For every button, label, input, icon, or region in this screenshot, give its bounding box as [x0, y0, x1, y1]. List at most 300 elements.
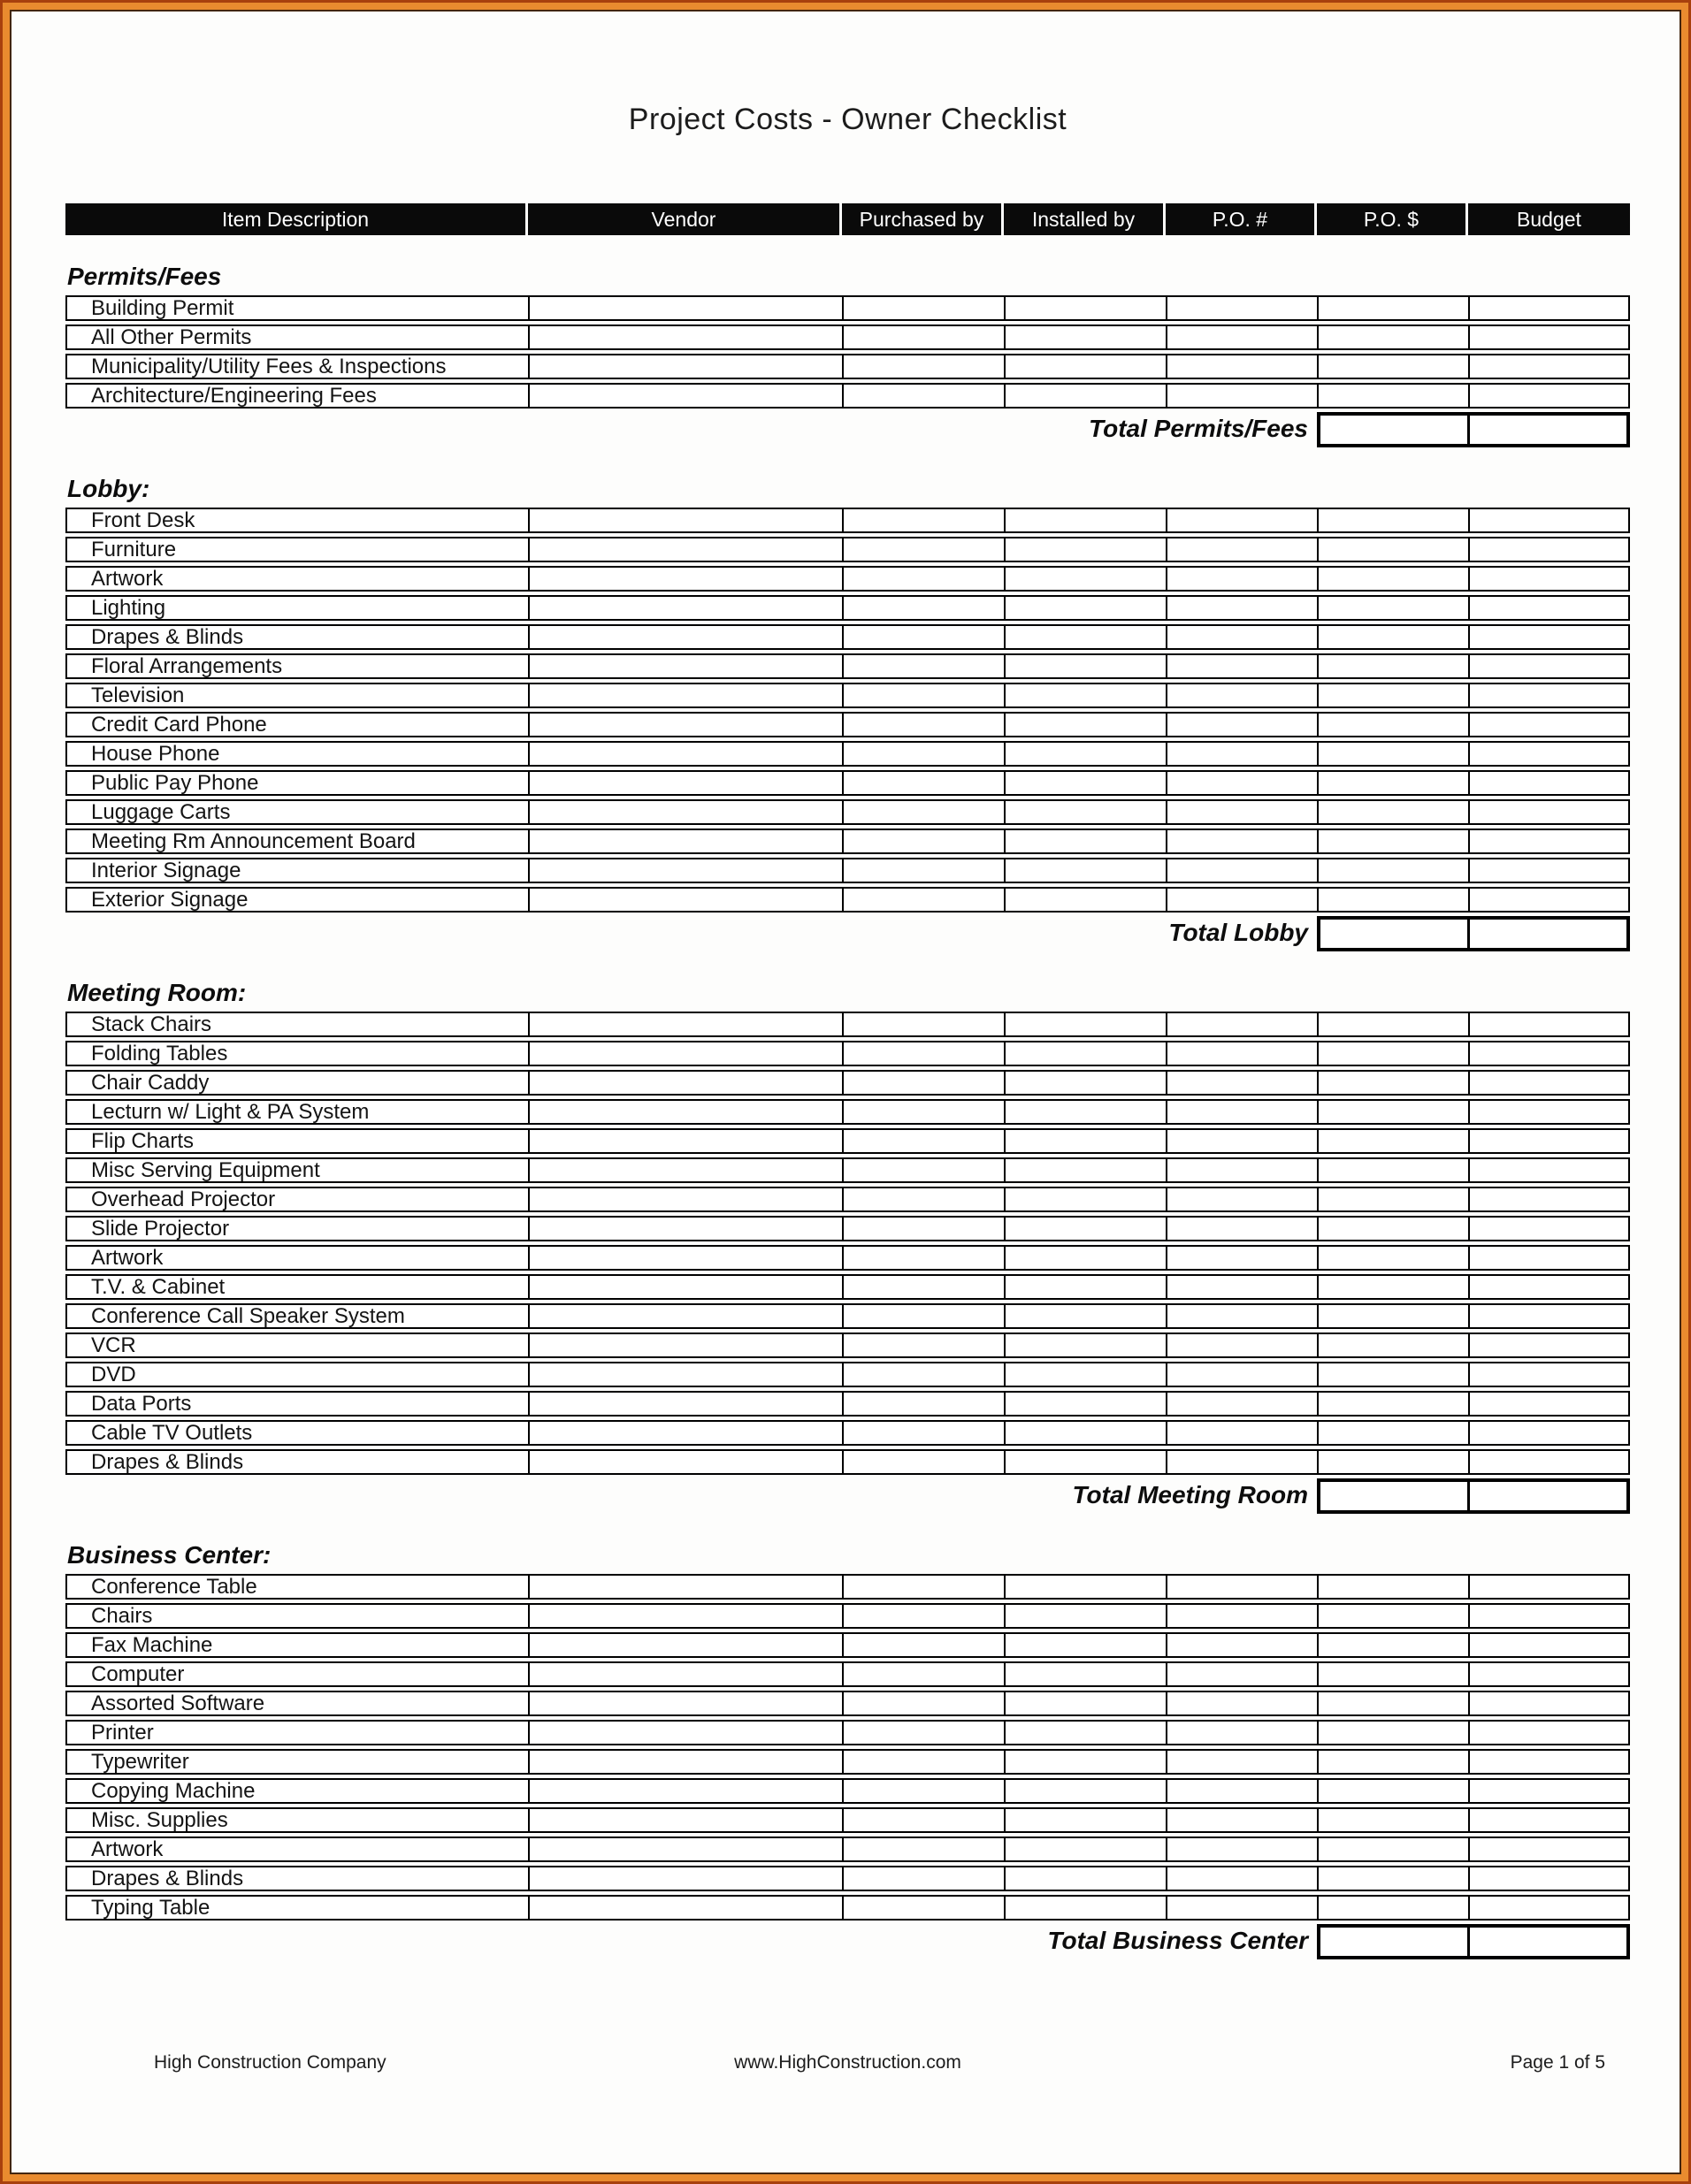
- po-number-cell[interactable]: [1166, 1188, 1317, 1210]
- po-amount-cell[interactable]: [1317, 1634, 1468, 1656]
- budget-cell[interactable]: [1468, 1780, 1628, 1802]
- installed-by-cell[interactable]: [1004, 1692, 1166, 1714]
- po-amount-cell[interactable]: [1317, 355, 1468, 378]
- total-budget-cell[interactable]: [1467, 416, 1626, 444]
- po-number-cell[interactable]: [1166, 538, 1317, 561]
- vendor-cell[interactable]: [528, 1393, 842, 1415]
- installed-by-cell[interactable]: [1004, 743, 1166, 765]
- budget-cell[interactable]: [1468, 684, 1628, 706]
- po-number-cell[interactable]: [1166, 1101, 1317, 1123]
- po-number-cell[interactable]: [1166, 889, 1317, 911]
- total-budget-cell[interactable]: [1467, 1928, 1626, 1956]
- vendor-cell[interactable]: [528, 568, 842, 590]
- installed-by-cell[interactable]: [1004, 1305, 1166, 1327]
- installed-by-cell[interactable]: [1004, 509, 1166, 531]
- installed-by-cell[interactable]: [1004, 297, 1166, 319]
- po-number-cell[interactable]: [1166, 1130, 1317, 1152]
- section-total-row: [65, 412, 1630, 447]
- installed-by-cell[interactable]: [1004, 1334, 1166, 1356]
- po-number-cell[interactable]: [1166, 626, 1317, 648]
- vendor-cell[interactable]: [528, 684, 842, 706]
- po-number-cell[interactable]: [1166, 385, 1317, 407]
- item-description-cell: Stack Chairs: [91, 1012, 212, 1036]
- po-number-cell[interactable]: [1166, 1042, 1317, 1065]
- po-amount-cell[interactable]: [1317, 889, 1468, 911]
- budget-cell[interactable]: [1468, 597, 1628, 619]
- po-amount-cell[interactable]: [1317, 1305, 1468, 1327]
- vendor-cell[interactable]: [528, 297, 842, 319]
- installed-by-cell[interactable]: [1004, 801, 1166, 823]
- po-amount-cell[interactable]: [1317, 684, 1468, 706]
- po-number-cell[interactable]: [1166, 772, 1317, 794]
- po-number-cell[interactable]: [1166, 1751, 1317, 1773]
- purchased-by-cell[interactable]: [842, 1072, 1004, 1094]
- installed-by-cell[interactable]: [1004, 355, 1166, 378]
- purchased-by-cell[interactable]: [842, 509, 1004, 531]
- po-number-cell[interactable]: [1166, 1780, 1317, 1802]
- vendor-cell[interactable]: [528, 655, 842, 677]
- po-amount-cell[interactable]: [1317, 597, 1468, 619]
- po-amount-cell[interactable]: [1317, 1692, 1468, 1714]
- budget-cell[interactable]: [1468, 1218, 1628, 1240]
- budget-cell[interactable]: [1468, 1838, 1628, 1860]
- vendor-cell[interactable]: [528, 1013, 842, 1035]
- po-number-cell[interactable]: [1166, 1663, 1317, 1685]
- po-amount-cell[interactable]: [1317, 1809, 1468, 1831]
- budget-cell[interactable]: [1468, 385, 1628, 407]
- purchased-by-cell[interactable]: [842, 1605, 1004, 1627]
- po-amount-cell[interactable]: [1317, 1393, 1468, 1415]
- budget-cell[interactable]: [1468, 859, 1628, 882]
- budget-cell[interactable]: [1468, 1867, 1628, 1890]
- budget-cell[interactable]: [1468, 1663, 1628, 1685]
- budget-cell[interactable]: [1468, 889, 1628, 911]
- purchased-by-cell[interactable]: [842, 1634, 1004, 1656]
- purchased-by-cell[interactable]: [842, 743, 1004, 765]
- installed-by-cell[interactable]: [1004, 1247, 1166, 1269]
- budget-cell[interactable]: [1468, 1692, 1628, 1714]
- installed-by-cell[interactable]: [1004, 597, 1166, 619]
- vendor-cell[interactable]: [528, 714, 842, 736]
- purchased-by-cell[interactable]: [842, 714, 1004, 736]
- item-description-cell: Conference Call Speaker System: [91, 1303, 405, 1328]
- budget-cell[interactable]: [1468, 1334, 1628, 1356]
- purchased-by-cell[interactable]: [842, 1188, 1004, 1210]
- budget-cell[interactable]: [1468, 1605, 1628, 1627]
- vendor-cell[interactable]: [528, 1722, 842, 1744]
- installed-by-cell[interactable]: [1004, 538, 1166, 561]
- po-amount-cell[interactable]: [1317, 1334, 1468, 1356]
- po-amount-cell[interactable]: [1317, 297, 1468, 319]
- vendor-cell[interactable]: [528, 1780, 842, 1802]
- vendor-cell[interactable]: [528, 1576, 842, 1598]
- installed-by-cell[interactable]: [1004, 889, 1166, 911]
- checklist-row: [65, 1449, 1630, 1475]
- installed-by-cell[interactable]: [1004, 1130, 1166, 1152]
- po-amount-cell[interactable]: [1317, 1722, 1468, 1744]
- budget-cell[interactable]: [1468, 1276, 1628, 1298]
- budget-cell[interactable]: [1468, 1393, 1628, 1415]
- vendor-cell[interactable]: [528, 1334, 842, 1356]
- vendor-cell[interactable]: [528, 1218, 842, 1240]
- checklist-row: [65, 1895, 1630, 1921]
- budget-cell[interactable]: [1468, 626, 1628, 648]
- vendor-cell[interactable]: [528, 830, 842, 852]
- po-amount-cell[interactable]: [1317, 1276, 1468, 1298]
- checklist-row: [65, 1574, 1630, 1600]
- purchased-by-cell[interactable]: [842, 1101, 1004, 1123]
- budget-cell[interactable]: [1468, 830, 1628, 852]
- purchased-by-cell[interactable]: [842, 772, 1004, 794]
- installed-by-cell[interactable]: [1004, 1013, 1166, 1035]
- purchased-by-cell[interactable]: [842, 1722, 1004, 1744]
- total-po-amount-cell[interactable]: [1320, 1482, 1467, 1510]
- budget-cell[interactable]: [1468, 1305, 1628, 1327]
- section-rows: [65, 295, 1630, 409]
- installed-by-cell[interactable]: [1004, 655, 1166, 677]
- vendor-cell[interactable]: [528, 355, 842, 378]
- vendor-cell[interactable]: [528, 1692, 842, 1714]
- budget-cell[interactable]: [1468, 1634, 1628, 1656]
- po-amount-cell[interactable]: [1317, 1780, 1468, 1802]
- po-amount-cell[interactable]: [1317, 1663, 1468, 1685]
- budget-cell[interactable]: [1468, 1247, 1628, 1269]
- budget-cell[interactable]: [1468, 1809, 1628, 1831]
- po-number-cell[interactable]: [1166, 1605, 1317, 1627]
- po-number-cell[interactable]: [1166, 1159, 1317, 1181]
- purchased-by-cell[interactable]: [842, 626, 1004, 648]
- purchased-by-cell[interactable]: [842, 1451, 1004, 1473]
- installed-by-cell[interactable]: [1004, 772, 1166, 794]
- budget-cell[interactable]: [1468, 1722, 1628, 1744]
- po-number-cell[interactable]: [1166, 1867, 1317, 1890]
- po-number-cell[interactable]: [1166, 714, 1317, 736]
- po-amount-cell[interactable]: [1317, 626, 1468, 648]
- po-number-cell[interactable]: [1166, 1247, 1317, 1269]
- po-number-cell[interactable]: [1166, 684, 1317, 706]
- vendor-cell[interactable]: [528, 538, 842, 561]
- section-rows: [65, 508, 1630, 913]
- budget-cell[interactable]: [1468, 1072, 1628, 1094]
- purchased-by-cell[interactable]: [842, 1159, 1004, 1181]
- purchased-by-cell[interactable]: [842, 1751, 1004, 1773]
- installed-by-cell[interactable]: [1004, 1780, 1166, 1802]
- po-number-cell[interactable]: [1166, 568, 1317, 590]
- po-amount-cell[interactable]: [1317, 714, 1468, 736]
- po-number-cell[interactable]: [1166, 1013, 1317, 1035]
- po-amount-cell[interactable]: [1317, 385, 1468, 407]
- vendor-cell[interactable]: [528, 1451, 842, 1473]
- budget-cell[interactable]: [1468, 772, 1628, 794]
- installed-by-cell[interactable]: [1004, 1751, 1166, 1773]
- vendor-cell[interactable]: [528, 801, 842, 823]
- header-item-description: Item Description: [65, 203, 525, 235]
- po-number-cell[interactable]: [1166, 1897, 1317, 1919]
- vendor-cell[interactable]: [528, 1276, 842, 1298]
- vendor-cell[interactable]: [528, 1663, 842, 1685]
- installed-by-cell[interactable]: [1004, 1042, 1166, 1065]
- po-number-cell[interactable]: [1166, 1692, 1317, 1714]
- po-amount-cell[interactable]: [1317, 655, 1468, 677]
- purchased-by-cell[interactable]: [842, 1867, 1004, 1890]
- purchased-by-cell[interactable]: [842, 1218, 1004, 1240]
- budget-cell[interactable]: [1468, 655, 1628, 677]
- installed-by-cell[interactable]: [1004, 1451, 1166, 1473]
- po-amount-cell[interactable]: [1317, 830, 1468, 852]
- installed-by-cell[interactable]: [1004, 1867, 1166, 1890]
- budget-cell[interactable]: [1468, 743, 1628, 765]
- footer-website: www.HighConstruction.com: [734, 2052, 961, 2073]
- po-amount-cell[interactable]: [1317, 1363, 1468, 1386]
- installed-by-cell[interactable]: [1004, 1838, 1166, 1860]
- item-description-cell: Municipality/Utility Fees & Inspections: [91, 354, 447, 378]
- budget-cell[interactable]: [1468, 1013, 1628, 1035]
- po-amount-cell[interactable]: [1317, 1159, 1468, 1181]
- po-number-cell[interactable]: [1166, 326, 1317, 348]
- vendor-cell[interactable]: [528, 1809, 842, 1831]
- installed-by-cell[interactable]: [1004, 684, 1166, 706]
- purchased-by-cell[interactable]: [842, 655, 1004, 677]
- installed-by-cell[interactable]: [1004, 1605, 1166, 1627]
- vendor-cell[interactable]: [528, 1867, 842, 1890]
- sections-container: [65, 262, 1630, 1959]
- budget-cell[interactable]: [1468, 1042, 1628, 1065]
- purchased-by-cell[interactable]: [842, 1422, 1004, 1444]
- vendor-cell[interactable]: [528, 1634, 842, 1656]
- po-number-cell[interactable]: [1166, 1722, 1317, 1744]
- po-number-cell[interactable]: [1166, 597, 1317, 619]
- installed-by-cell[interactable]: [1004, 626, 1166, 648]
- purchased-by-cell[interactable]: [842, 1897, 1004, 1919]
- purchased-by-cell[interactable]: [842, 1809, 1004, 1831]
- purchased-by-cell[interactable]: [842, 1576, 1004, 1598]
- purchased-by-cell[interactable]: [842, 1013, 1004, 1035]
- po-amount-cell[interactable]: [1317, 1130, 1468, 1152]
- po-amount-cell[interactable]: [1317, 1013, 1468, 1035]
- po-number-cell[interactable]: [1166, 1422, 1317, 1444]
- total-po-amount-cell[interactable]: [1320, 416, 1467, 444]
- po-number-cell[interactable]: [1166, 1305, 1317, 1327]
- budget-cell[interactable]: [1468, 326, 1628, 348]
- po-amount-cell[interactable]: [1317, 509, 1468, 531]
- po-number-cell[interactable]: [1166, 1363, 1317, 1386]
- po-amount-cell[interactable]: [1317, 1101, 1468, 1123]
- budget-cell[interactable]: [1468, 1751, 1628, 1773]
- total-budget-cell[interactable]: [1467, 920, 1626, 948]
- installed-by-cell[interactable]: [1004, 1393, 1166, 1415]
- po-number-cell[interactable]: [1166, 1334, 1317, 1356]
- purchased-by-cell[interactable]: [842, 1334, 1004, 1356]
- installed-by-cell[interactable]: [1004, 1809, 1166, 1831]
- purchased-by-cell[interactable]: [842, 859, 1004, 882]
- installed-by-cell[interactable]: [1004, 1072, 1166, 1094]
- po-amount-cell[interactable]: [1317, 859, 1468, 882]
- po-number-cell[interactable]: [1166, 1276, 1317, 1298]
- budget-cell[interactable]: [1468, 1422, 1628, 1444]
- vendor-cell[interactable]: [528, 626, 842, 648]
- purchased-by-cell[interactable]: [842, 801, 1004, 823]
- installed-by-cell[interactable]: [1004, 1276, 1166, 1298]
- installed-by-cell[interactable]: [1004, 1576, 1166, 1598]
- vendor-cell[interactable]: [528, 1305, 842, 1327]
- vendor-cell[interactable]: [528, 743, 842, 765]
- installed-by-cell[interactable]: [1004, 1159, 1166, 1181]
- budget-cell[interactable]: [1468, 355, 1628, 378]
- purchased-by-cell[interactable]: [842, 830, 1004, 852]
- vendor-cell[interactable]: [528, 1363, 842, 1386]
- po-amount-cell[interactable]: [1317, 1072, 1468, 1094]
- po-amount-cell[interactable]: [1317, 743, 1468, 765]
- budget-cell[interactable]: [1468, 1188, 1628, 1210]
- vendor-cell[interactable]: [528, 509, 842, 531]
- po-amount-cell[interactable]: [1317, 1422, 1468, 1444]
- installed-by-cell[interactable]: [1004, 326, 1166, 348]
- budget-cell[interactable]: [1468, 1159, 1628, 1181]
- vendor-cell[interactable]: [528, 772, 842, 794]
- budget-cell[interactable]: [1468, 714, 1628, 736]
- po-number-cell[interactable]: [1166, 1072, 1317, 1094]
- purchased-by-cell[interactable]: [842, 889, 1004, 911]
- installed-by-cell[interactable]: [1004, 1101, 1166, 1123]
- po-amount-cell[interactable]: [1317, 1605, 1468, 1627]
- purchased-by-cell[interactable]: [842, 326, 1004, 348]
- po-number-cell[interactable]: [1166, 1218, 1317, 1240]
- purchased-by-cell[interactable]: [842, 1130, 1004, 1152]
- po-number-cell[interactable]: [1166, 1451, 1317, 1473]
- vendor-cell[interactable]: [528, 1159, 842, 1181]
- po-number-cell[interactable]: [1166, 355, 1317, 378]
- budget-cell[interactable]: [1468, 1576, 1628, 1598]
- budget-cell[interactable]: [1468, 509, 1628, 531]
- purchased-by-cell[interactable]: [842, 538, 1004, 561]
- budget-cell[interactable]: [1468, 801, 1628, 823]
- po-number-cell[interactable]: [1166, 743, 1317, 765]
- vendor-cell[interactable]: [528, 1130, 842, 1152]
- po-amount-cell[interactable]: [1317, 801, 1468, 823]
- vendor-cell[interactable]: [528, 1247, 842, 1269]
- vendor-cell[interactable]: [528, 1751, 842, 1773]
- vendor-cell[interactable]: [528, 1072, 842, 1094]
- total-po-amount-cell[interactable]: [1320, 920, 1467, 948]
- installed-by-cell[interactable]: [1004, 1634, 1166, 1656]
- installed-by-cell[interactable]: [1004, 714, 1166, 736]
- po-amount-cell[interactable]: [1317, 1247, 1468, 1269]
- vendor-cell[interactable]: [528, 1042, 842, 1065]
- po-number-cell[interactable]: [1166, 859, 1317, 882]
- po-number-cell[interactable]: [1166, 830, 1317, 852]
- installed-by-cell[interactable]: [1004, 385, 1166, 407]
- budget-cell[interactable]: [1468, 297, 1628, 319]
- total-po-amount-cell[interactable]: [1320, 1928, 1467, 1956]
- budget-cell[interactable]: [1468, 1897, 1628, 1919]
- item-description-cell: Copying Machine: [91, 1778, 256, 1803]
- po-number-cell[interactable]: [1166, 1809, 1317, 1831]
- vendor-cell[interactable]: [528, 1188, 842, 1210]
- po-number-cell[interactable]: [1166, 655, 1317, 677]
- purchased-by-cell[interactable]: [842, 684, 1004, 706]
- item-description-cell: Typing Table: [91, 1895, 210, 1920]
- po-amount-cell[interactable]: [1317, 1838, 1468, 1860]
- po-amount-cell[interactable]: [1317, 326, 1468, 348]
- po-number-cell[interactable]: [1166, 1393, 1317, 1415]
- po-amount-cell[interactable]: [1317, 568, 1468, 590]
- purchased-by-cell[interactable]: [842, 1042, 1004, 1065]
- purchased-by-cell[interactable]: [842, 1838, 1004, 1860]
- po-amount-cell[interactable]: [1317, 1042, 1468, 1065]
- checklist-row: [65, 1837, 1630, 1862]
- purchased-by-cell[interactable]: [842, 1663, 1004, 1685]
- vendor-cell[interactable]: [528, 1838, 842, 1860]
- budget-cell[interactable]: [1468, 1101, 1628, 1123]
- budget-cell[interactable]: [1468, 1130, 1628, 1152]
- po-amount-cell[interactable]: [1317, 1751, 1468, 1773]
- po-number-cell[interactable]: [1166, 297, 1317, 319]
- purchased-by-cell[interactable]: [842, 1363, 1004, 1386]
- po-amount-cell[interactable]: [1317, 1867, 1468, 1890]
- purchased-by-cell[interactable]: [842, 1780, 1004, 1802]
- installed-by-cell[interactable]: [1004, 568, 1166, 590]
- po-number-cell[interactable]: [1166, 1634, 1317, 1656]
- po-amount-cell[interactable]: [1317, 1451, 1468, 1473]
- installed-by-cell[interactable]: [1004, 1188, 1166, 1210]
- po-amount-cell[interactable]: [1317, 772, 1468, 794]
- purchased-by-cell[interactable]: [842, 1276, 1004, 1298]
- vendor-cell[interactable]: [528, 1605, 842, 1627]
- purchased-by-cell[interactable]: [842, 1692, 1004, 1714]
- installed-by-cell[interactable]: [1004, 830, 1166, 852]
- purchased-by-cell[interactable]: [842, 1247, 1004, 1269]
- vendor-cell[interactable]: [528, 889, 842, 911]
- budget-cell[interactable]: [1468, 1363, 1628, 1386]
- installed-by-cell[interactable]: [1004, 1897, 1166, 1919]
- purchased-by-cell[interactable]: [842, 355, 1004, 378]
- vendor-cell[interactable]: [528, 326, 842, 348]
- total-budget-cell[interactable]: [1467, 1482, 1626, 1510]
- vendor-cell[interactable]: [528, 1422, 842, 1444]
- vendor-cell[interactable]: [528, 1101, 842, 1123]
- purchased-by-cell[interactable]: [842, 385, 1004, 407]
- installed-by-cell[interactable]: [1004, 1663, 1166, 1685]
- po-amount-cell[interactable]: [1317, 1576, 1468, 1598]
- installed-by-cell[interactable]: [1004, 1722, 1166, 1744]
- vendor-cell[interactable]: [528, 597, 842, 619]
- po-number-cell[interactable]: [1166, 509, 1317, 531]
- po-amount-cell[interactable]: [1317, 1188, 1468, 1210]
- vendor-cell[interactable]: [528, 859, 842, 882]
- purchased-by-cell[interactable]: [842, 568, 1004, 590]
- po-number-cell[interactable]: [1166, 1576, 1317, 1598]
- budget-cell[interactable]: [1468, 1451, 1628, 1473]
- installed-by-cell[interactable]: [1004, 1422, 1166, 1444]
- po-amount-cell[interactable]: [1317, 1218, 1468, 1240]
- checklist-row: [65, 1866, 1630, 1891]
- vendor-cell[interactable]: [528, 1897, 842, 1919]
- installed-by-cell[interactable]: [1004, 1363, 1166, 1386]
- installed-by-cell[interactable]: [1004, 1218, 1166, 1240]
- budget-cell[interactable]: [1468, 538, 1628, 561]
- vendor-cell[interactable]: [528, 385, 842, 407]
- purchased-by-cell[interactable]: [842, 597, 1004, 619]
- purchased-by-cell[interactable]: [842, 297, 1004, 319]
- po-amount-cell[interactable]: [1317, 538, 1468, 561]
- po-amount-cell[interactable]: [1317, 1897, 1468, 1919]
- budget-cell[interactable]: [1468, 568, 1628, 590]
- po-number-cell[interactable]: [1166, 801, 1317, 823]
- installed-by-cell[interactable]: [1004, 859, 1166, 882]
- purchased-by-cell[interactable]: [842, 1305, 1004, 1327]
- po-number-cell[interactable]: [1166, 1838, 1317, 1860]
- purchased-by-cell[interactable]: [842, 1393, 1004, 1415]
